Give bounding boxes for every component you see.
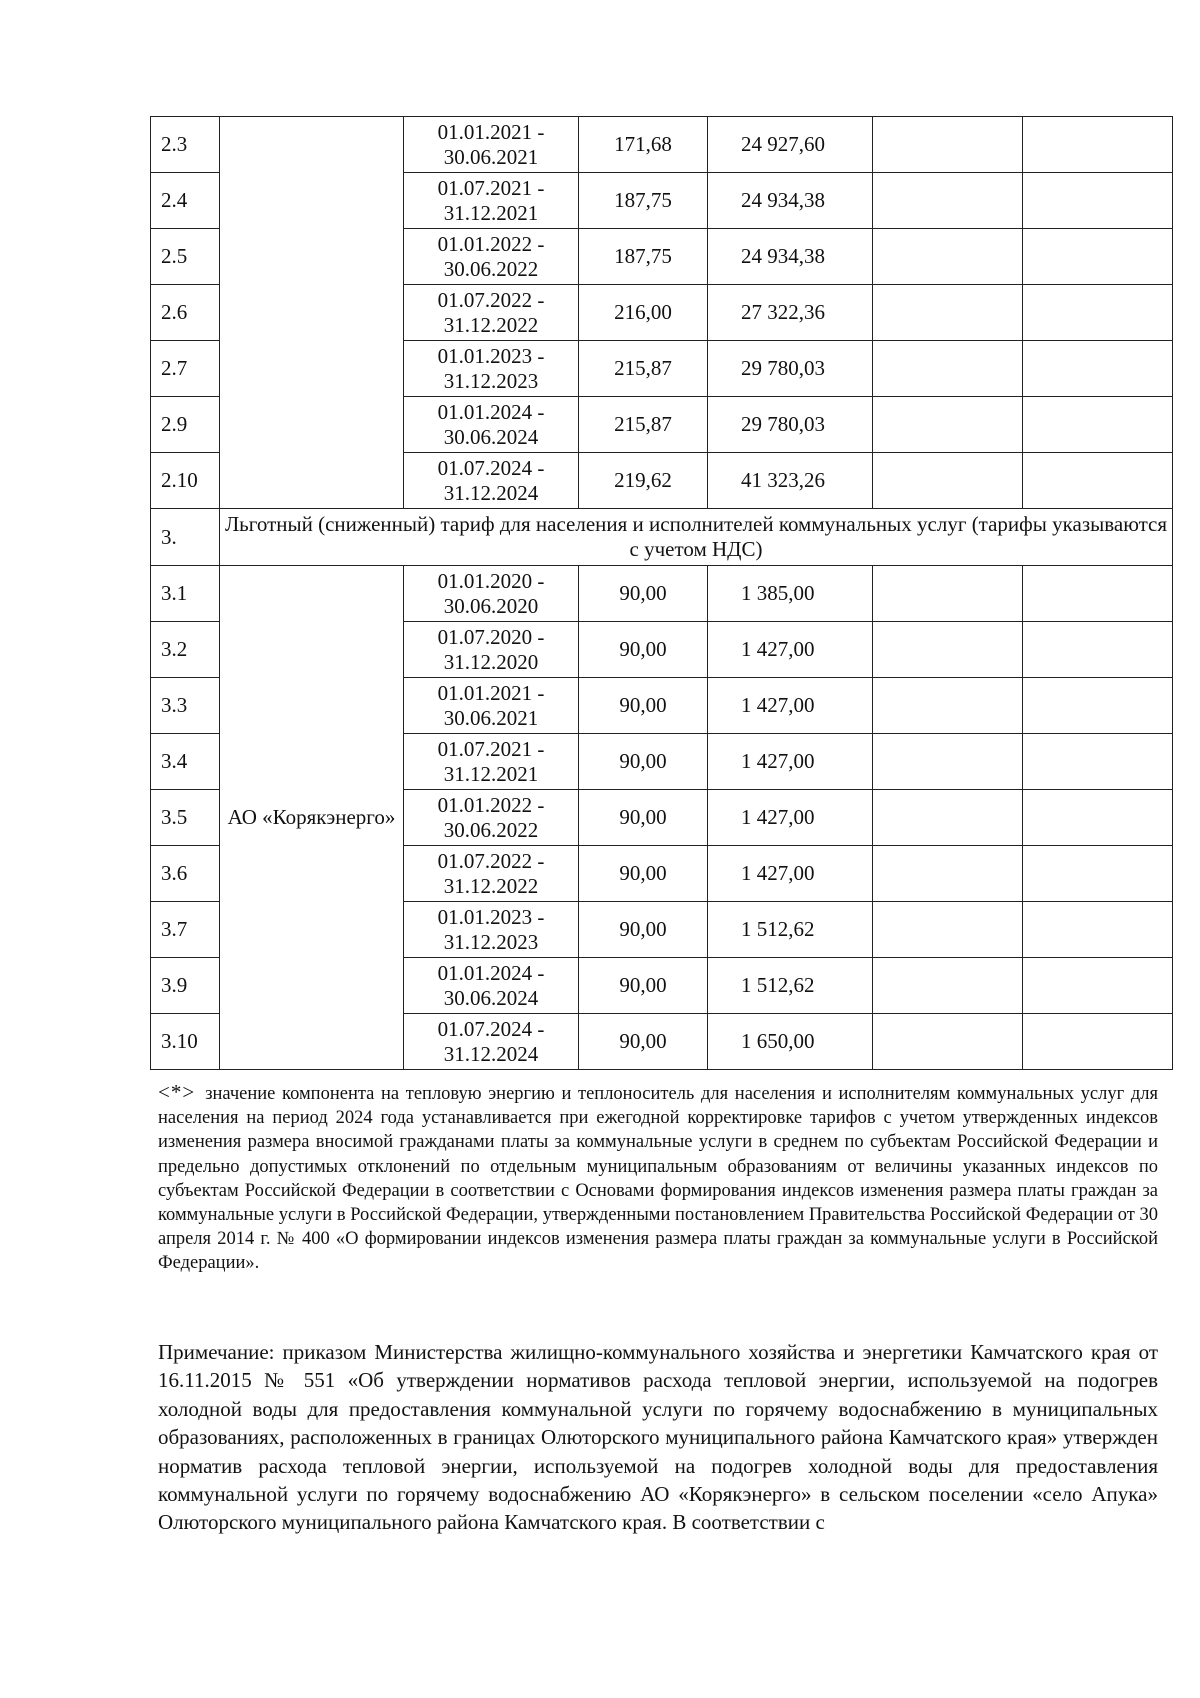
row-number: 2.6 <box>151 285 220 341</box>
period-start: 01.07.2021 - <box>437 736 545 761</box>
component-value: 24 934,38 <box>708 229 873 285</box>
period-cell <box>404 566 579 622</box>
period-start: 01.01.2022 - <box>437 231 545 256</box>
component-value: 1 512,62 <box>708 902 873 958</box>
empty-cell <box>1023 173 1173 229</box>
row-number: 3.1 <box>151 566 220 622</box>
period-start: 01.07.2024 - <box>437 1016 545 1041</box>
empty-cell <box>1023 790 1173 846</box>
period-end: 31.12.2021 <box>443 761 539 786</box>
empty-cell <box>873 117 1023 173</box>
period-cell <box>404 173 579 229</box>
component-value: 1 427,00 <box>708 622 873 678</box>
period-cell <box>404 453 579 509</box>
tariff-value: 171,68 <box>579 117 708 173</box>
period-end: 31.12.2022 <box>443 312 539 337</box>
period-end: 30.06.2022 <box>443 817 539 842</box>
table-row <box>151 566 1173 622</box>
tariff-value: 90,00 <box>579 790 708 846</box>
note-paragraph: Примечание: приказом Министерства жилищно-коммунального хозяйства и энергетики Камчатского края от 16.11.2015 № 551 «Об утверждении нормативов расхода тепловой энергии, используемой на подогрев холодной воды для предоставления коммунальной услуги по горячему водоснабжению в муниципальных образованиях, расположенных в границах Олюторского муниципального района Камчатского края» утвержден норматив расхода тепловой энергии, используемой на подогрев холодной воды для предоставления коммунальной услуги по горячему водоснабжению АО «Корякэнерго» в сельском поселении «село Апука» Олюторского муниципального района Камчатского края. В соответствии с <box>158 1340 1158 1535</box>
component-value: 1 385,00 <box>708 566 873 622</box>
empty-cell <box>873 566 1023 622</box>
period-cell <box>404 341 579 397</box>
empty-cell <box>873 846 1023 902</box>
period-cell <box>404 734 579 790</box>
tariff-value: 90,00 <box>579 1014 708 1070</box>
table-row <box>151 117 1173 173</box>
period-cell <box>404 846 579 902</box>
component-value: 24 927,60 <box>708 117 873 173</box>
empty-cell <box>1023 902 1173 958</box>
period-start: 01.01.2021 - <box>437 119 545 144</box>
component-value: 29 780,03 <box>708 397 873 453</box>
tariff-table-body <box>151 117 1173 1070</box>
row-number: 3.10 <box>151 1014 220 1070</box>
section-3-number: 3. <box>151 509 220 566</box>
period-end: 30.06.2024 <box>443 424 539 449</box>
period-cell <box>404 229 579 285</box>
empty-cell <box>873 229 1023 285</box>
period-start: 01.01.2024 - <box>437 960 545 985</box>
tariff-value: 216,00 <box>579 285 708 341</box>
tariff-value: 219,62 <box>579 453 708 509</box>
period-end: 30.06.2020 <box>443 593 539 618</box>
period-end: 31.12.2020 <box>443 649 539 674</box>
component-value: 27 322,36 <box>708 285 873 341</box>
period-end: 30.06.2022 <box>443 256 539 281</box>
section-3-title: Льготный (сниженный) тариф для населения и исполнителей коммунальных услуг (тарифы указываются с учетом НДС) <box>220 509 1173 566</box>
component-value: 29 780,03 <box>708 341 873 397</box>
period-end: 31.12.2023 <box>443 368 539 393</box>
period-cell <box>404 285 579 341</box>
empty-cell <box>873 678 1023 734</box>
section-3-header-row <box>151 509 1173 566</box>
component-value: 24 934,38 <box>708 173 873 229</box>
tariff-value: 90,00 <box>579 734 708 790</box>
period-cell <box>404 622 579 678</box>
empty-cell <box>873 285 1023 341</box>
period-start: 01.07.2022 - <box>437 848 545 873</box>
period-start: 01.01.2024 - <box>437 399 545 424</box>
row-number: 2.5 <box>151 229 220 285</box>
tariff-value: 187,75 <box>579 173 708 229</box>
period-start: 01.07.2020 - <box>437 624 545 649</box>
tariff-value: 90,00 <box>579 902 708 958</box>
row-number: 3.5 <box>151 790 220 846</box>
empty-cell <box>1023 1014 1173 1070</box>
empty-cell <box>873 173 1023 229</box>
row-number: 3.4 <box>151 734 220 790</box>
row-number: 3.3 <box>151 678 220 734</box>
empty-cell <box>1023 622 1173 678</box>
empty-cell <box>873 958 1023 1014</box>
footnote <box>158 1080 1158 1276</box>
period-cell <box>404 1014 579 1070</box>
empty-cell <box>873 902 1023 958</box>
row-number: 2.9 <box>151 397 220 453</box>
period-start: 01.07.2024 - <box>437 455 545 480</box>
component-value: 1 427,00 <box>708 846 873 902</box>
footnote-text: значение компонента на тепловую энергию и теплоноситель для населения и исполнителям коммунальных услуг для населения на период 2024 года устанавливается при ежегодной корректировке тарифов с учетом утвержденных индексов изменения размера вносимой гражданами платы за коммунальные услуги в среднем по субъектам Российской Федерации и предельно допустимых отклонений по отдельным муниципальным образованиям от величины указанных индексов по субъектам Российской Федерации в соответствии с Основами формирования индексов изменения размера платы граждан за коммунальные услуги в Российской Федерации, утвержденными постановлением Правительства Российской Федерации от 30 апреля 2014 г. № 400 «О формировании индексов изменения размера платы граждан за коммунальные услуги в Российской Федерации». <box>158 1084 1158 1274</box>
period-start: 01.01.2022 - <box>437 792 545 817</box>
empty-cell <box>1023 229 1173 285</box>
period-end: 30.06.2021 <box>443 144 539 169</box>
period-cell <box>404 397 579 453</box>
empty-cell <box>873 734 1023 790</box>
empty-cell <box>1023 566 1173 622</box>
empty-cell <box>1023 453 1173 509</box>
row-number: 3.7 <box>151 902 220 958</box>
component-value: 1 427,00 <box>708 790 873 846</box>
period-end: 31.12.2024 <box>443 1041 539 1066</box>
tariff-value: 187,75 <box>579 229 708 285</box>
empty-cell <box>873 453 1023 509</box>
empty-cell <box>1023 397 1173 453</box>
tariff-value: 90,00 <box>579 958 708 1014</box>
period-cell <box>404 958 579 1014</box>
tariff-table <box>150 116 1173 1070</box>
row-number: 3.6 <box>151 846 220 902</box>
footnote-mark: <*> <box>158 1080 196 1104</box>
tariff-value: 215,87 <box>579 397 708 453</box>
period-start: 01.01.2020 - <box>437 568 545 593</box>
component-value: 1 427,00 <box>708 678 873 734</box>
empty-cell <box>1023 846 1173 902</box>
component-value: 1 512,62 <box>708 958 873 1014</box>
period-start: 01.07.2022 - <box>437 287 545 312</box>
period-end: 31.12.2023 <box>443 929 539 954</box>
period-cell <box>404 117 579 173</box>
empty-cell <box>1023 678 1173 734</box>
tariff-value: 90,00 <box>579 622 708 678</box>
row-number: 2.7 <box>151 341 220 397</box>
period-cell <box>404 902 579 958</box>
component-value: 41 323,26 <box>708 453 873 509</box>
period-end: 31.12.2022 <box>443 873 539 898</box>
empty-cell <box>873 622 1023 678</box>
tariff-value: 90,00 <box>579 678 708 734</box>
row-number: 2.10 <box>151 453 220 509</box>
period-start: 01.01.2021 - <box>437 680 545 705</box>
empty-cell <box>1023 117 1173 173</box>
empty-cell <box>873 341 1023 397</box>
empty-cell <box>1023 341 1173 397</box>
organization-cell <box>220 117 404 509</box>
empty-cell <box>1023 958 1173 1014</box>
empty-cell <box>1023 734 1173 790</box>
period-end: 30.06.2021 <box>443 705 539 730</box>
tariff-value: 215,87 <box>579 341 708 397</box>
period-cell <box>404 790 579 846</box>
component-value: 1 650,00 <box>708 1014 873 1070</box>
tariff-value: 90,00 <box>579 566 708 622</box>
period-start: 01.01.2023 - <box>437 343 545 368</box>
organization-cell: АО «Корякэнерго» <box>220 566 404 1070</box>
period-cell <box>404 678 579 734</box>
empty-cell <box>873 790 1023 846</box>
period-end: 30.06.2024 <box>443 985 539 1010</box>
component-value: 1 427,00 <box>708 734 873 790</box>
row-number: 3.2 <box>151 622 220 678</box>
tariff-value: 90,00 <box>579 846 708 902</box>
period-end: 31.12.2024 <box>443 480 539 505</box>
period-end: 31.12.2021 <box>443 200 539 225</box>
empty-cell <box>873 1014 1023 1070</box>
empty-cell <box>1023 285 1173 341</box>
row-number: 3.9 <box>151 958 220 1014</box>
period-start: 01.07.2021 - <box>437 175 545 200</box>
row-number: 2.3 <box>151 117 220 173</box>
empty-cell <box>873 397 1023 453</box>
row-number: 2.4 <box>151 173 220 229</box>
period-start: 01.01.2023 - <box>437 904 545 929</box>
